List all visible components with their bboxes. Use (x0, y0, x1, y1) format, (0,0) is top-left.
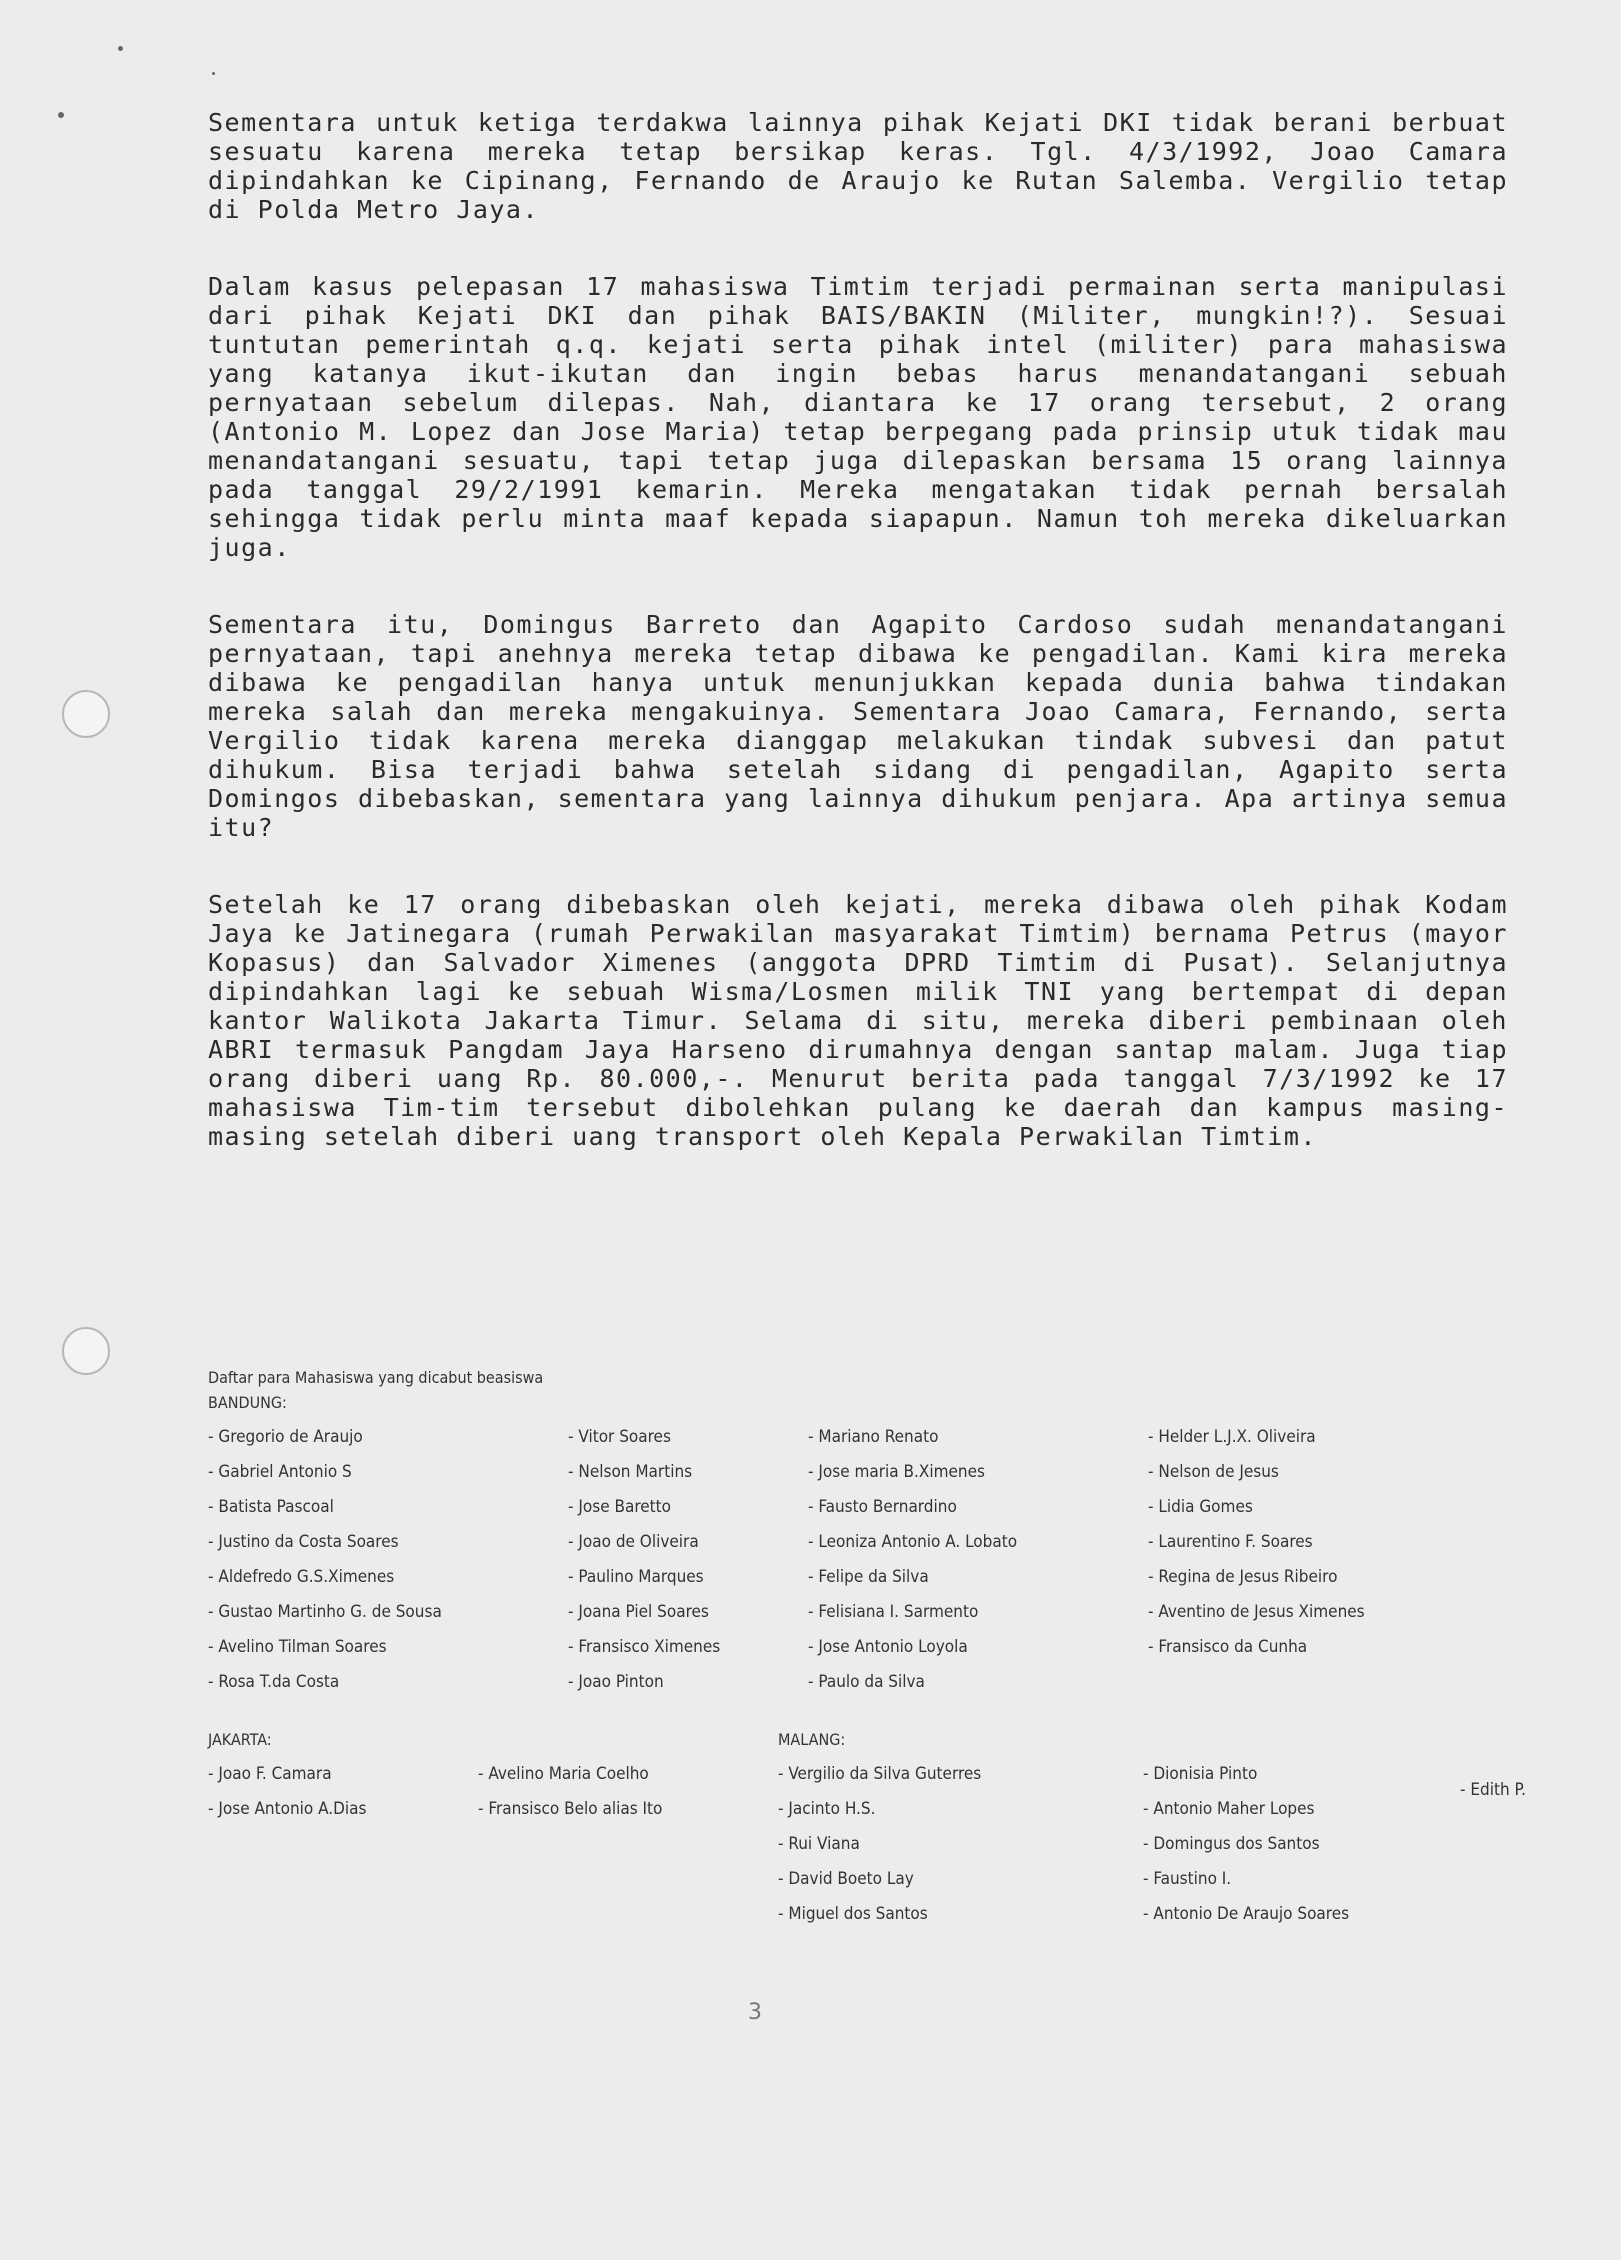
student-name: - Gregorio de Araujo (208, 1427, 363, 1447)
bandung-column (568, 1424, 808, 1695)
jakarta-section (208, 1730, 778, 1822)
jakarta-column (478, 1761, 778, 1822)
student-name: - Jose Antonio A.Dias (208, 1799, 367, 1819)
student-name: - Joao de Oliveira (568, 1532, 699, 1552)
malang-column (1143, 1761, 1443, 1927)
student-name: - Rui Viana (778, 1834, 860, 1854)
student-name: - Justino da Costa Soares (208, 1532, 399, 1552)
malang-column (778, 1761, 1143, 1927)
student-name: - Paulo da Silva (808, 1672, 925, 1692)
student-name: - Batista Pascoal (208, 1497, 334, 1517)
student-name: - Mariano Renato (808, 1427, 939, 1447)
student-name: - Helder L.J.X. Oliveira (1148, 1427, 1316, 1447)
paragraph: Sementara itu, Domingus Barreto dan Agapito Cardoso sudah menandatangani pernyataan, tapi anehnya mereka tetap dibawa ke pengadilan. Kami kira mereka dibawa ke pengadilan hanya untuk menunjukkan kepada dunia bahwa tindakan mereka salah dan mereka mengakuinya. Sementara Joao Camara, Fernando, serta Vergilio tidak karena mereka dianggap melakukan tindak subvesi dan patut dihukum. Bisa terjadi bahwa setelah sidang di pengadilan, Agapito serta Domingos dibebaskan, sementara yang lainnya dihukum penjara. Apa artinya semua itu? (208, 610, 1508, 842)
student-name: - Fransisco Belo alias Ito (478, 1799, 663, 1819)
student-name: - Felipe da Silva (808, 1567, 929, 1587)
student-name: - Dionisia Pinto (1143, 1764, 1258, 1784)
student-name: - David Boeto Lay (778, 1869, 914, 1889)
malang-section (778, 1730, 1443, 1927)
scan-speck (58, 112, 64, 118)
student-name: - Vitor Soares (568, 1427, 671, 1447)
region-label-bandung: BANDUNG: (208, 1393, 287, 1412)
region-label-malang: MALANG: (778, 1730, 846, 1749)
student-list (208, 1368, 1588, 1695)
bandung-columns (208, 1424, 1588, 1695)
student-name: - Jose maria B.Ximenes (808, 1462, 985, 1482)
student-name: - Jose Baretto (568, 1497, 672, 1517)
student-name: - Domingus dos Santos (1143, 1834, 1320, 1854)
student-name: - Lidia Gomes (1148, 1497, 1253, 1517)
student-name: - Jacinto H.S. (778, 1799, 876, 1819)
bandung-column (1148, 1424, 1478, 1695)
paragraph: Setelah ke 17 orang dibebaskan oleh kejati, mereka dibawa oleh pihak Kodam Jaya ke Jatinegara (rumah Perwakilan masyarakat Timtim) bernama Petrus (mayor Kopasus) dan Salvador Ximenes (anggota DPRD Timtim di Pusat). Selanjutnya dipindahkan lagi ke sebuah Wisma/Losmen milik TNI yang bertempat di depan kantor Walikota Jakarta Timur. Selama di situ, mereka diberi pembinaan oleh ABRI termasuk Pangdam Jaya Harseno dirumahnya dengan santap malam. Juga tiap orang diberi uang Rp. 80.000,-. Menurut berita pada tanggal 7/3/1992 ke 17 mahasiswa Tim-tim tersebut dibolehkan pulang ke daerah dan kampus masing-masing setelah diberi uang transport oleh Kepala Perwakilan Timtim. (208, 890, 1508, 1151)
student-name: - Leoniza Antonio A. Lobato (808, 1532, 1018, 1552)
paragraph: Sementara untuk ketiga terdakwa lainnya pihak Kejati DKI tidak berani berbuat sesuatu karena mereka tetap bersikap keras. Tgl. 4/3/1992, Joao Camara dipindahkan ke Cipinang, Fernando de Araujo ke Rutan Salemba. Vergilio tetap di Polda Metro Jaya. (208, 108, 1508, 224)
punch-hole (62, 1327, 110, 1375)
student-name: - Fransisco Ximenes (568, 1637, 721, 1657)
list-title: Daftar para Mahasiswa yang dicabut beasiswa (208, 1368, 544, 1387)
student-name: - Rosa T.da Costa (208, 1672, 340, 1692)
student-name: - Joao F. Camara (208, 1764, 332, 1784)
paragraph: Dalam kasus pelepasan 17 mahasiswa Timtim terjadi permainan serta manipulasi dari pihak Kejati DKI dan pihak BAIS/BAKIN (Militer, mungkin!?). Sesuai tuntutan pemerintah q.q. kejati serta pihak intel (militer) para mahasiswa yang katanya ikut-ikutan dan ingin bebas harus menandatangani sebuah pernyataan sebelum dilepas. Nah, diantara ke 17 orang tersebut, 2 orang (Antonio M. Lopez dan Jose Maria) tetap berpegang pada prinsip utuk tidak mau menandatangani sesuatu, tapi tetap juga dilepaskan bersama 15 orang lainnya pada tanggal 29/2/1991 kemarin. Mereka mengatakan tidak pernah bersalah sehingga tidak perlu minta maaf kepada siapapun. Namun toh mereka dikeluarkan juga. (208, 272, 1508, 562)
jakarta-column (208, 1761, 478, 1822)
punch-hole (62, 690, 110, 738)
student-name: - Aventino de Jesus Ximenes (1148, 1602, 1365, 1622)
student-name: - Antonio Maher Lopes (1143, 1799, 1315, 1819)
student-name: - Regina de Jesus Ribeiro (1148, 1567, 1338, 1587)
page-number: 3 (748, 2000, 762, 2025)
student-name: - Jose Antonio Loyola (808, 1637, 968, 1657)
student-name: - Vergilio da Silva Guterres (778, 1764, 982, 1784)
region-label-jakarta: JAKARTA: (208, 1730, 272, 1749)
student-name: - Laurentino F. Soares (1148, 1532, 1313, 1552)
bandung-column (808, 1424, 1148, 1695)
body-text (208, 108, 1508, 1199)
bandung-column (208, 1424, 568, 1695)
student-name: - Gustao Martinho G. de Sousa (208, 1602, 442, 1622)
scan-speck (118, 46, 123, 51)
student-name: - Felisiana I. Sarmento (808, 1602, 979, 1622)
student-name: - Joana Piel Soares (568, 1602, 709, 1622)
student-name: - Fransisco da Cunha (1148, 1637, 1308, 1657)
student-name: - Joao Pinton (568, 1672, 664, 1692)
signature: - Edith P. (1460, 1780, 1526, 1800)
student-name: - Nelson Martins (568, 1462, 693, 1482)
student-name: - Faustino I. (1143, 1869, 1232, 1889)
student-name: - Aldefredo G.S.Ximenes (208, 1567, 395, 1587)
scan-speck (212, 72, 215, 75)
student-name: - Avelino Maria Coelho (478, 1764, 649, 1784)
student-name: - Paulino Marques (568, 1567, 704, 1587)
student-name: - Nelson de Jesus (1148, 1462, 1279, 1482)
student-name: - Avelino Tilman Soares (208, 1637, 387, 1657)
student-name: - Miguel dos Santos (778, 1904, 928, 1924)
student-name: - Fausto Bernardino (808, 1497, 957, 1517)
student-name: - Gabriel Antonio S (208, 1462, 352, 1482)
student-name: - Antonio De Araujo Soares (1143, 1904, 1350, 1924)
